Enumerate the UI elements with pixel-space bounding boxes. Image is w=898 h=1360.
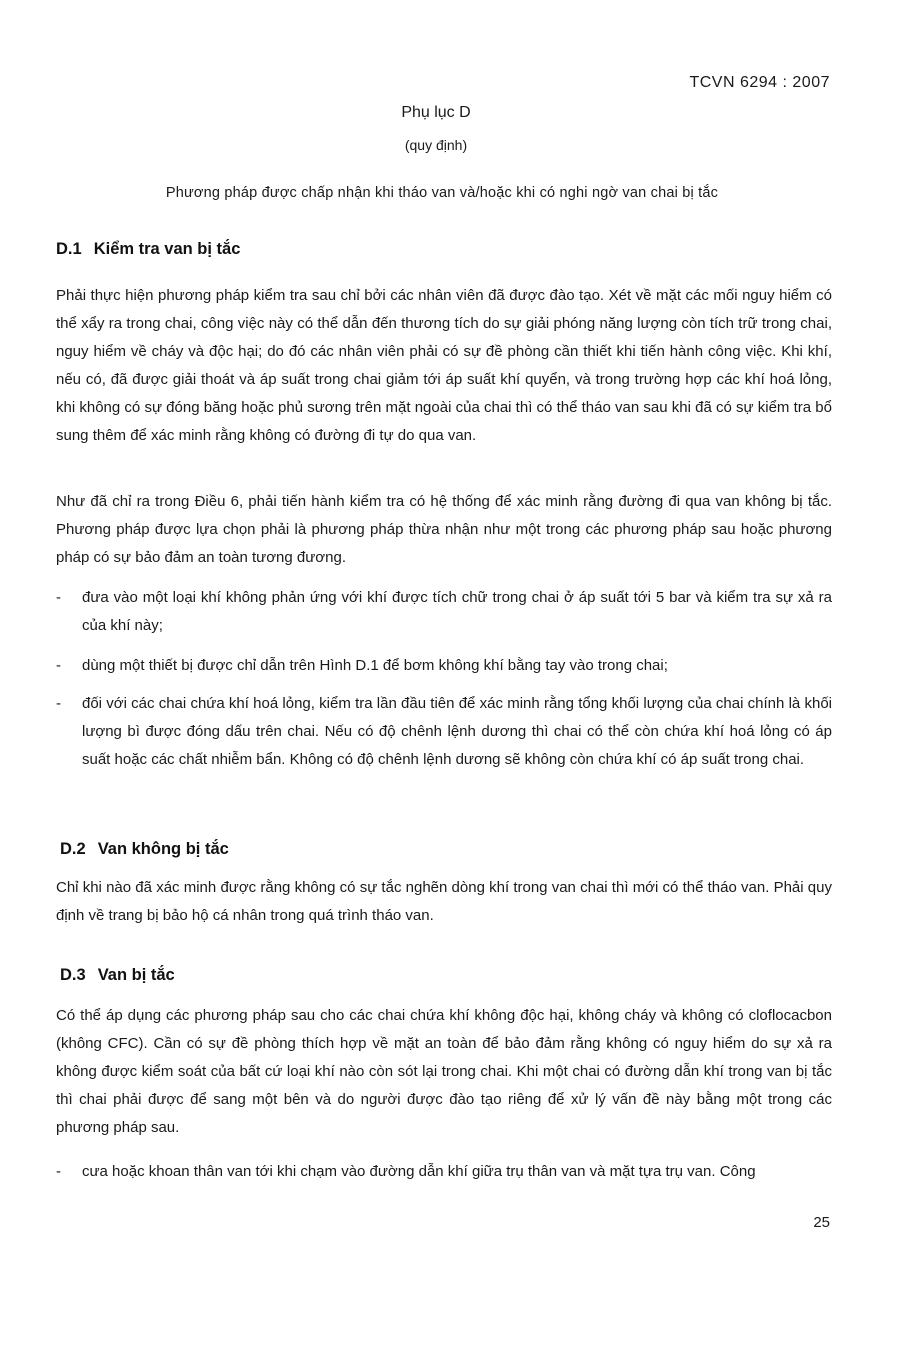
bullet-dash: - [56,695,61,712]
paragraph: Phải thực hiện phương pháp kiểm tra sau chỉ bởi các nhân viên đã được đào tạo. Xét về mặt các mối nguy hiểm có thể xẩy ra trong chai, công việc này có thể dẫn đến thương tích do sự giải phóng năng lượng còn tích trữ trong chai, nguy hiểm về cháy và độc hại; do đó các nhân viên phải có sự đề phòng cần thiết khi tiến hành công việc. Khi khí, nếu có, đã được giải thoát và áp suất trong chai giảm tới áp suất khí quyển, và trong trường hợp các khí hoá lỏng, khi không có sự đóng băng hoặc phủ sương trên mặt ngoài của chai thì có thể tháo van sau khi đã có sự kiểm tra bổ sung thêm để xác minh rằng không có đường đi tự do qua van. [56,287,832,444]
list-item [56,1158,832,1186]
list-item [56,652,832,680]
section-heading-d3 [60,966,175,985]
list-item-text: cưa hoặc khoan thân van tới khi chạm vào đường dẫn khí giữa trụ thân van và mặt tựa trụ van. Công [82,1163,756,1180]
list-item-text: đối với các chai chứa khí hoá lỏng, kiểm tra lần đầu tiên để xác minh rằng tổng khối lượng của chai chính là khối lượng bì được đóng dấu trên chai. Nếu có độ chênh lệnh dương thì chai có thể còn chứa khí hoá lỏng có áp suất hoặc các chất nhiễm bẩn. Không có độ chênh lệnh dương sẽ không còn chứa khí có áp suất trong chai. [82,695,832,768]
section-title: Kiểm tra van bị tắc [93,240,241,258]
paragraph: Như đã chỉ ra trong Điều 6, phải tiến hành kiểm tra có hệ thống để xác minh rằng đường đi qua van không bị tắc. Phương pháp được lựa chọn phải là phương pháp thừa nhận như một trong các phương pháp sau hoặc phương pháp có sự bảo đảm an toàn tương đương. [56,493,832,566]
section-heading-d1 [56,240,240,259]
section-number: D.3 [60,966,86,984]
list-item [56,584,832,640]
list-item-text: dùng một thiết bị được chỉ dẫn trên Hình D.1 để bơm không khí bằng tay vào trong chai; [82,657,668,674]
paragraph: Chỉ khi nào đã xác minh được rằng không có sự tắc nghẽn dòng khí trong van chai thì mới có thể tháo van. Phải quy định về trang bị bảo hộ cá nhân trong quá trình tháo van. [56,879,832,924]
standard-code: TCVN 6294 : 2007 [689,74,830,91]
section-title: Van bị tắc [97,966,175,984]
bullet-dash: - [56,657,61,674]
section-title: Van không bị tắc [97,840,229,858]
appendix-subtitle: (quy định) [404,137,468,153]
bullet-dash: - [56,589,61,606]
appendix-title: Phụ lục D [401,104,471,121]
paragraph: Có thể áp dụng các phương pháp sau cho các chai chứa khí không độc hại, không cháy và không có cloflocacbon (không CFC). Cần có sự đề phòng thích hợp về mặt an toàn để bảo đảm rằng không có nguy hiểm do sự xả ra không được kiểm soát của bất cứ loại khí nào còn sót lại trong chai. Khi một chai có đường dẫn khí trong van bị tắc thì chai phải được để sang một bên và do người được đào tạo riêng để xử lý vấn đề này bằng một trong các phương pháp sau. [56,1007,832,1136]
section-number: D.1 [56,240,82,258]
bullet-dash: - [56,1163,61,1180]
appendix-heading: Phương pháp được chấp nhận khi tháo van và/hoặc khi có nghi ngờ van chai bị tắc [165,185,719,201]
section-heading-d2 [60,840,229,859]
section-number: D.2 [60,840,86,858]
page-number: 25 [813,1214,830,1231]
list-item [56,690,832,774]
list-item-text: đưa vào một loại khí không phản ứng với khí được tích chữ trong chai ở áp suất tới 5 bar và kiểm tra sự xả ra của khí này; [82,589,832,634]
